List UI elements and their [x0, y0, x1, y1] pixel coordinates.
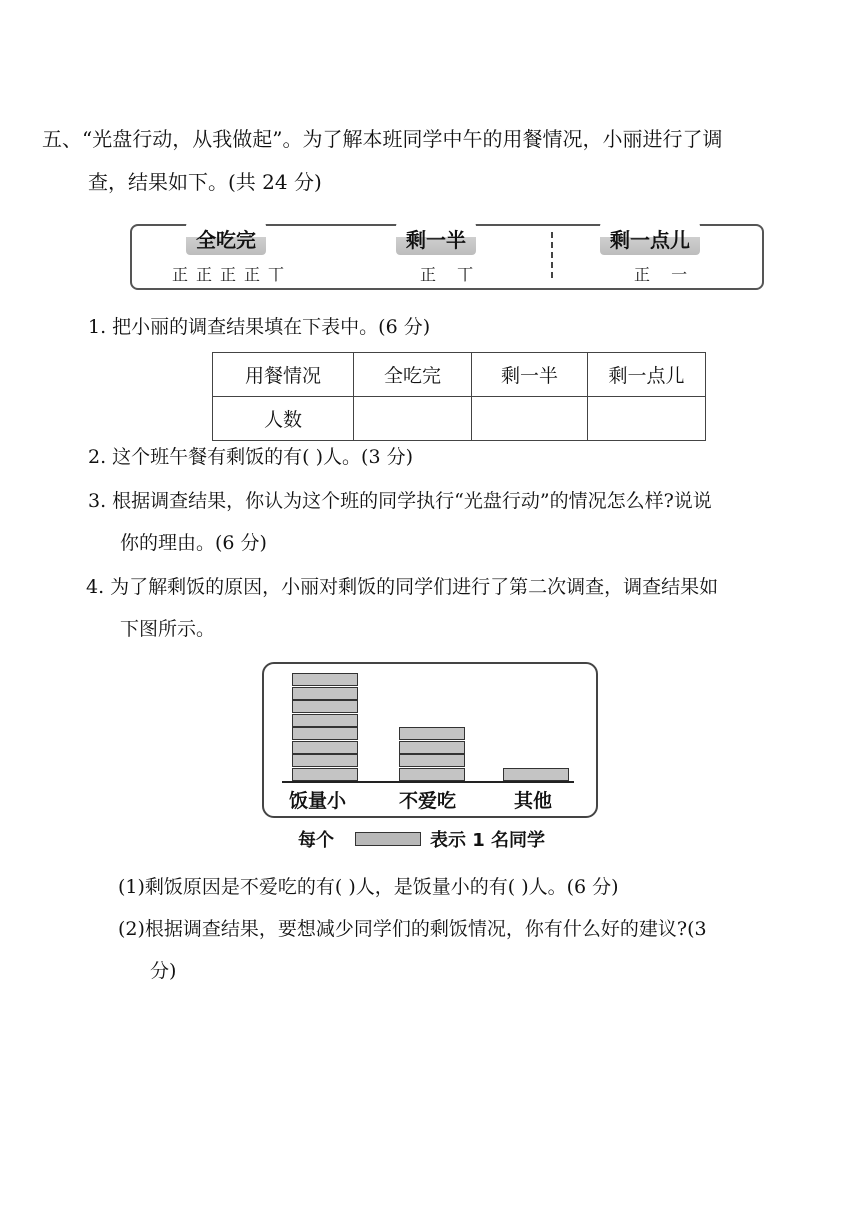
table-header-cell: 用餐情况 — [213, 353, 354, 397]
result-table — [212, 352, 706, 441]
bar-unit-2-1 — [399, 768, 465, 781]
table-header-cell: 全吃完 — [354, 353, 472, 397]
table-row — [213, 397, 706, 441]
tally-label-half-left: 剩一半 — [396, 222, 476, 255]
section-heading-line2: 查，结果如下。(共 24 分) — [88, 170, 322, 194]
question-1: 1. 把小丽的调查结果填在下表中。(6 分) — [88, 316, 431, 338]
section-heading-line1: 五、“光盘行动，从我做起”。为了解本班同学中午的用餐情况，小丽进行了调 — [42, 127, 723, 151]
bar-unit-2-2 — [399, 754, 465, 767]
tally-label-all-eaten: 全吃完 — [186, 222, 266, 255]
question-3-line1: 3. 根据调查结果，你认为这个班的同学执行“光盘行动”的情况怎么样?说说 — [88, 490, 712, 512]
table-answer-cell[interactable] — [354, 397, 472, 441]
table-row-label: 人数 — [213, 397, 354, 441]
legend-prefix: 每个 — [298, 830, 334, 851]
sub-question-2-line1: (2)根据调查结果，要想减少同学们的剩饭情况，你有什么好的建议?(3 — [118, 918, 707, 940]
question-4-line1: 4. 为了解剩饭的原因，小丽对剩饭的同学们进行了第二次调查，调查结果如 — [86, 576, 719, 598]
bar-unit-1-4 — [292, 727, 358, 740]
bar-unit-3-1 — [503, 768, 569, 781]
table-answer-cell[interactable] — [588, 397, 706, 441]
tally-marks-half-left: 正 丅 — [420, 265, 482, 284]
question-3-line2: 你的理由。(6 分) — [120, 532, 267, 554]
bar-unit-1-3 — [292, 741, 358, 754]
tally-divider — [551, 232, 553, 278]
table-answer-cell[interactable] — [472, 397, 588, 441]
tally-marks-little-left: 正 一 — [634, 265, 696, 284]
table-header-row — [213, 353, 706, 397]
table-header-cell: 剩一半 — [472, 353, 588, 397]
bar-unit-2-3 — [399, 741, 465, 754]
table-header-cell: 剩一点儿 — [588, 353, 706, 397]
bar-unit-1-6 — [292, 700, 358, 713]
bar-unit-1-7 — [292, 687, 358, 700]
tally-marks-all-eaten: 正正正正丅 — [172, 265, 293, 284]
tally-label-little-left: 剩一点儿 — [600, 222, 700, 255]
category-label: 其他 — [514, 790, 553, 812]
chart-baseline — [282, 781, 574, 783]
bar-unit-1-8 — [292, 673, 358, 686]
question-4-line2: 下图所示。 — [120, 618, 216, 640]
sub-question-1: (1)剩饭原因是不爱吃的有( )人，是饭量小的有( )人。(6 分) — [118, 876, 619, 898]
bar-unit-1-1 — [292, 768, 358, 781]
bar-unit-1-2 — [292, 754, 358, 767]
legend-suffix: 表示 1 名同学 — [430, 830, 546, 851]
bar-unit-1-5 — [292, 714, 358, 727]
bar-unit-2-4 — [399, 727, 465, 740]
category-label: 饭量小 — [289, 790, 347, 812]
legend-swatch — [355, 832, 421, 846]
sub-question-2-line2: 分) — [150, 960, 177, 982]
category-label: 不爱吃 — [399, 790, 457, 812]
question-2: 2. 这个班午餐有剩饭的有( )人。(3 分) — [88, 446, 413, 468]
